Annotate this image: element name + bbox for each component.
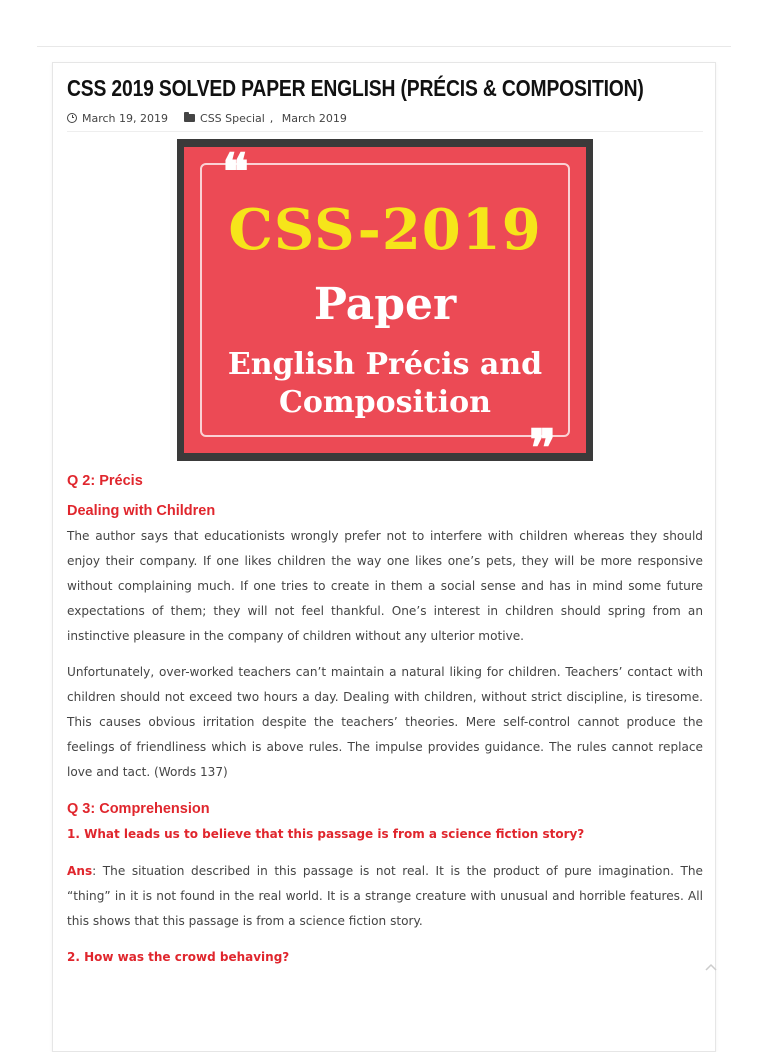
banner-line-subject: English Précis and [227, 347, 543, 382]
header-divider [37, 46, 731, 47]
quote-open-icon: ❝ [222, 142, 249, 201]
banner-panel [184, 142, 586, 477]
quote-close-icon: ❞ [529, 418, 556, 477]
featured-image [177, 139, 593, 477]
precis-paragraph-1: The author says that educationists wrongly prefer not to interfere with children whereas they should enjoy their company. If one likes children the way one likes one’s pets, they will be more responsive without complaining much. If one tries to create in them a social sense and has in mind some future expectations of them; they will not feel thankful. One’s interest in children should spring from an instinctive pleasure in the company of children without any ulterior motive. [67, 529, 703, 643]
post-date-text: March 19, 2019 [82, 111, 169, 125]
answer-1-text: : The situation described in this passage is not real. It is the product of pure imagination. The “thing” in it is not found in the real world. It is a strange creature with unusual and horrible features. All this shows that this passage is from a science fiction story. [67, 864, 703, 928]
post-meta [67, 107, 703, 132]
post-date [67, 112, 168, 125]
post-card [52, 62, 716, 1052]
question-2: 2. How was the crowd behaving? [67, 950, 290, 964]
banner-title: CSS-2019 [228, 197, 542, 263]
category-separator: , [269, 111, 277, 125]
clock-icon [67, 113, 77, 123]
question-1: 1. What leads us to believe that this passage is from a science fiction story? [67, 827, 585, 841]
category-link[interactable]: CSS Special [200, 111, 265, 125]
banner-line-composition: Composition [279, 385, 491, 420]
precis-paragraph-2: Unfortunately, over-worked teachers can’t maintain a natural liking for children. Teachers’ contact with children should not exceed two hours a day. Dealing with children, without strict discipline, is tiresome. This causes obvious irritation despite the teachers’ theories. Mere self-control cannot produce the feelings of friendliness which is above rules. The impulse provides guidance. The rules cannot replace love and tact. (Words 137) [67, 665, 703, 779]
post-title[interactable]: CSS 2019 SOLVED PAPER ENGLISH (PRÉCIS & COMPOSITION) [67, 75, 644, 101]
section-heading-comprehension: Q 3: Comprehension [67, 801, 210, 817]
post-header [67, 73, 703, 132]
banner-line-paper: Paper [313, 279, 457, 330]
post-categories [184, 112, 347, 125]
section-heading-precis: Q 2: Précis [67, 473, 143, 489]
chevron-up-icon[interactable] [703, 960, 719, 976]
precis-title: Dealing with Children [67, 503, 216, 519]
answer-label: Ans [67, 864, 93, 878]
category-link[interactable]: March 2019 [281, 111, 347, 125]
post-body [67, 471, 703, 967]
folder-icon [184, 114, 195, 122]
answer-1 [67, 859, 703, 934]
